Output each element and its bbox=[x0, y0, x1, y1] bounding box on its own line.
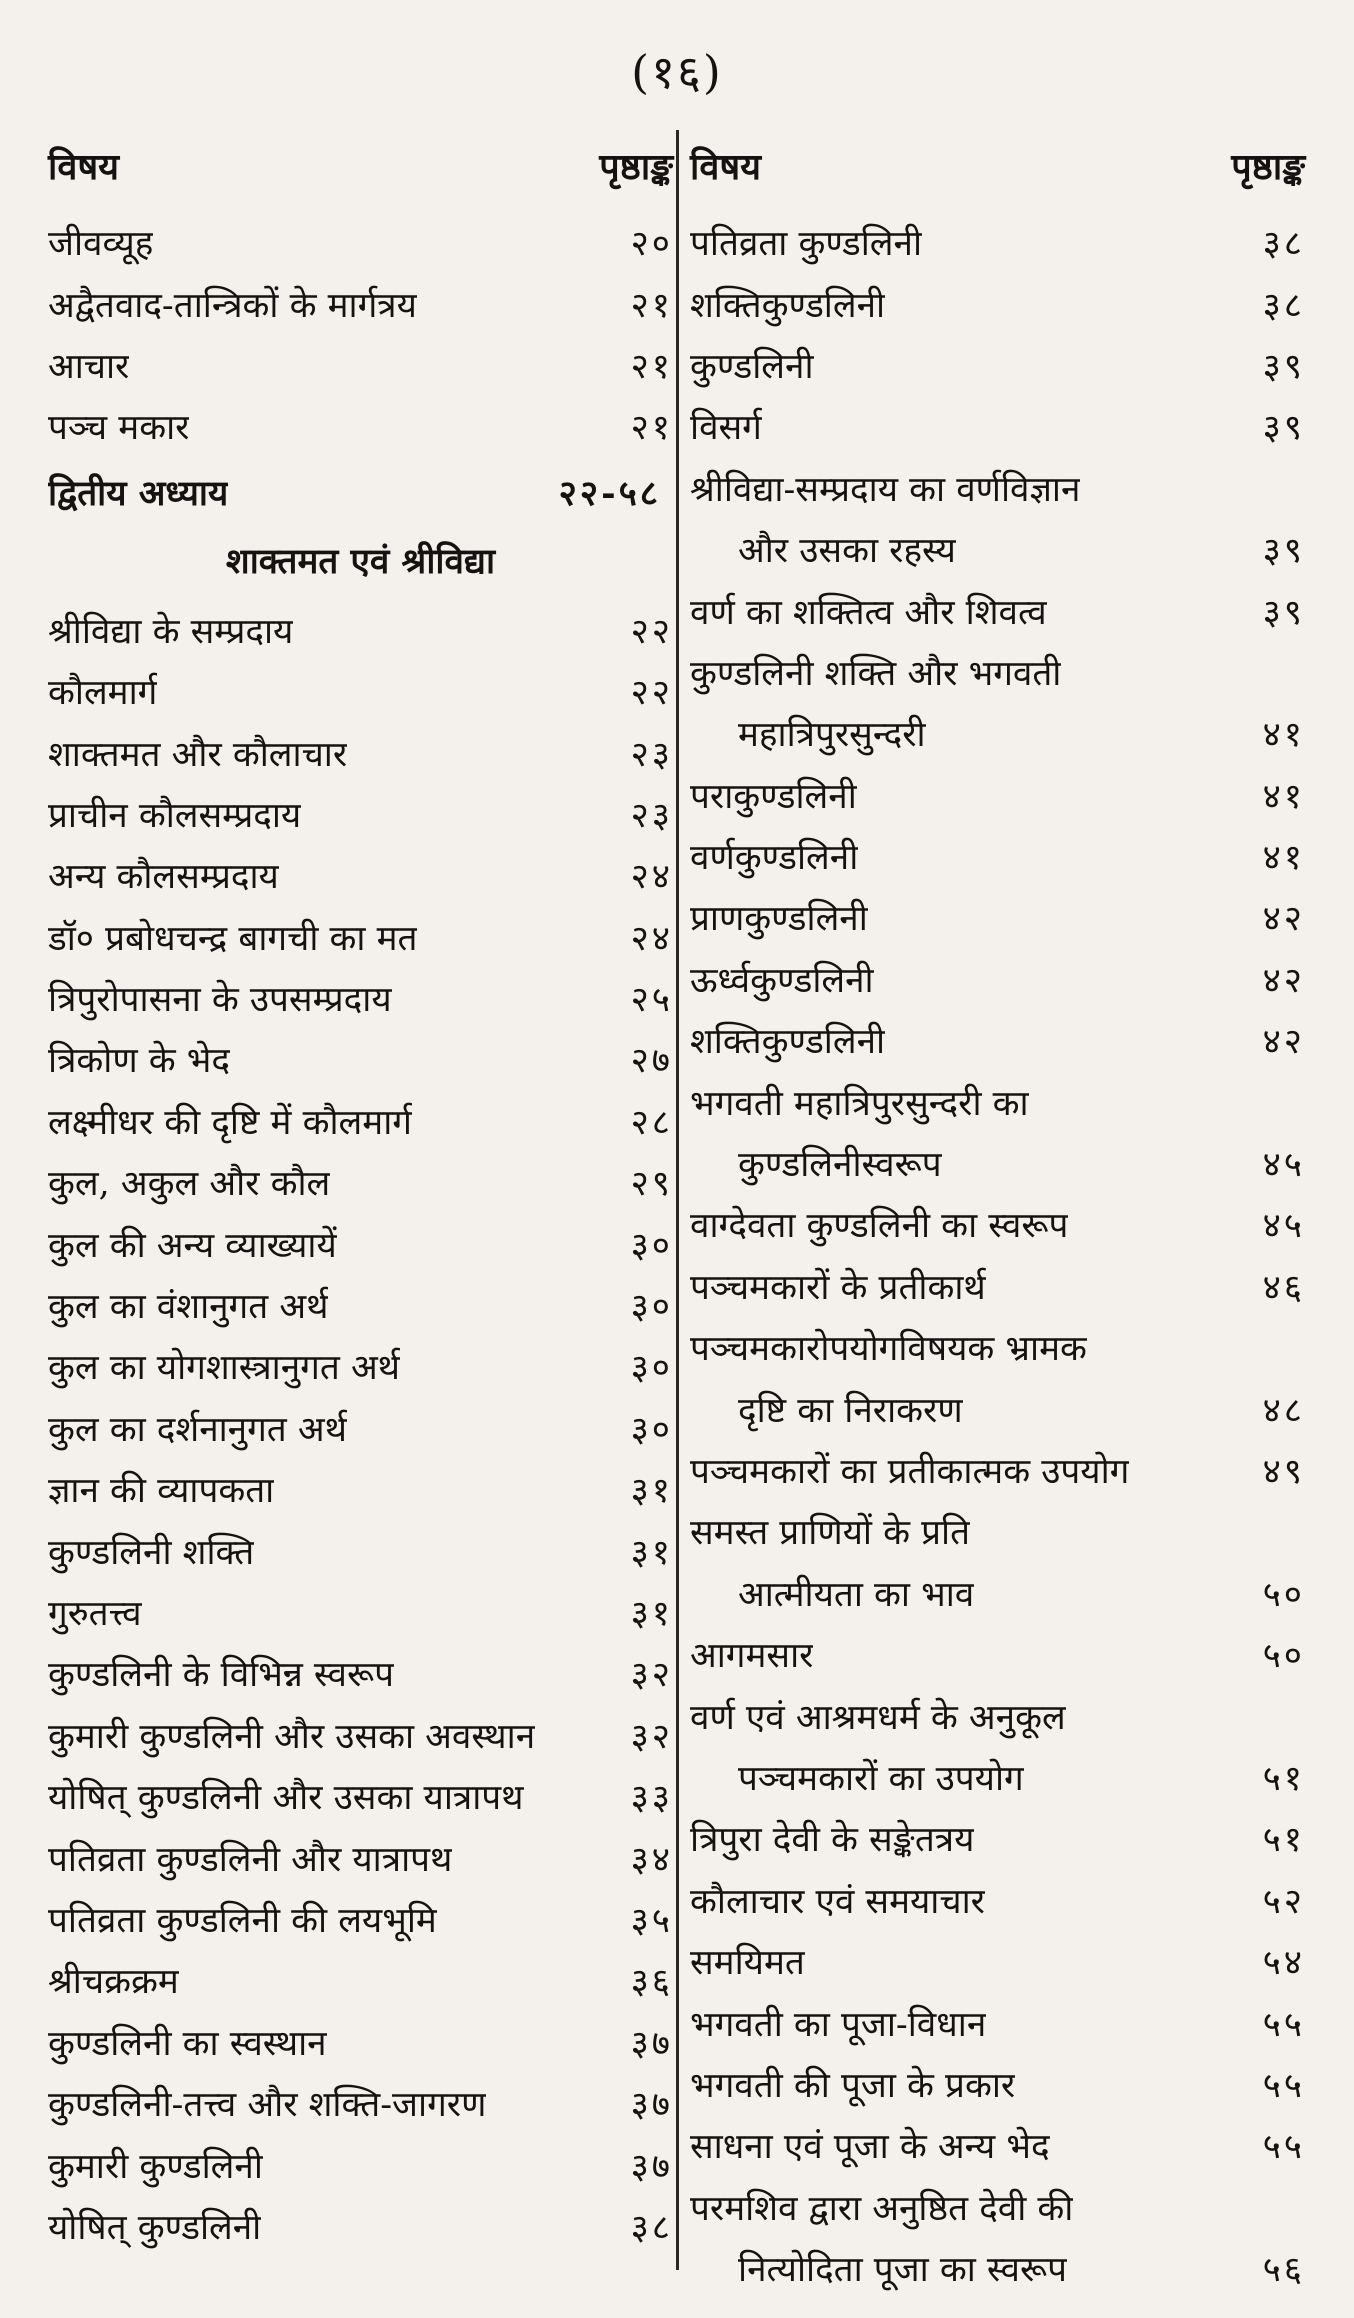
toc-entry bbox=[48, 1582, 673, 1643]
toc-entry-page: ४१ bbox=[1262, 715, 1305, 756]
toc-entry-title: श्रीविद्या-सम्प्रदाय का वर्णविज्ञान bbox=[690, 469, 1081, 510]
toc-entry bbox=[690, 2238, 1305, 2299]
chapter-subtitle-text: शाक्तमत एवं श्रीविद्या bbox=[225, 541, 496, 583]
chapter-title: द्वितीय अध्याय bbox=[48, 473, 229, 515]
toc-entry-page: ३७ bbox=[630, 2023, 673, 2064]
toc-entry bbox=[48, 1029, 673, 1090]
toc-entry-page: ३८ bbox=[630, 2207, 673, 2248]
toc-entry-title: प्राचीन कौलसम्प्रदाय bbox=[48, 795, 302, 836]
toc-entry-title: कुण्डलिनीस्वरूप bbox=[738, 1145, 942, 1186]
toc-entry bbox=[690, 1378, 1305, 1439]
toc-entry-title: कुल की अन्य व्याख्यायें bbox=[48, 1225, 337, 1266]
toc-entry bbox=[690, 765, 1305, 826]
toc-entry bbox=[690, 1317, 1305, 1378]
toc-entry-title: कुण्डलिनी-तत्त्व और शक्ति-जागरण bbox=[48, 2085, 487, 2126]
toc-entry-title: कुल का दर्शनानुगत अर्थ bbox=[48, 1409, 347, 1450]
toc-entry-page: ३९ bbox=[1262, 531, 1305, 572]
right-entries bbox=[690, 212, 1305, 2299]
toc-entry bbox=[690, 1624, 1305, 1685]
toc-entry-page: ३१ bbox=[630, 1471, 673, 1512]
toc-entry bbox=[48, 845, 673, 906]
right-header-topic: विषय bbox=[690, 146, 762, 188]
toc-entry-page: ३० bbox=[630, 1348, 673, 1389]
toc-entry-title: आत्मीयता का भाव bbox=[738, 1574, 975, 1615]
toc-entry-title: योषित् कुण्डलिनी और उसका यात्रापथ bbox=[48, 1778, 524, 1819]
toc-entry-title: डॉ० प्रबोधचन्द्र बागची का मत bbox=[48, 918, 418, 959]
chapter-heading bbox=[48, 458, 673, 528]
toc-entry bbox=[690, 703, 1305, 764]
toc-entry bbox=[48, 600, 673, 661]
left-entries-group-a bbox=[48, 212, 673, 458]
toc-entry-page: २४ bbox=[630, 857, 673, 898]
toc-entry-page: ५१ bbox=[1262, 1820, 1305, 1861]
toc-entry-title: वर्ण एवं आश्रमधर्म के अनुकूल bbox=[690, 1697, 1066, 1738]
toc-entry-page: ३२ bbox=[630, 1716, 673, 1757]
toc-entry-page: २० bbox=[630, 224, 673, 265]
toc-entry-page: ५५ bbox=[1262, 2065, 1305, 2106]
toc-entry bbox=[690, 642, 1305, 703]
toc-entry-page: ३७ bbox=[630, 2085, 673, 2126]
toc-entry-title: कुमारी कुण्डलिनी bbox=[48, 2146, 263, 2187]
toc-entry bbox=[690, 1440, 1305, 1501]
toc-entry bbox=[48, 1705, 673, 1766]
toc-entry-title: कुल, अकुल और कौल bbox=[48, 1164, 331, 1205]
toc-entry-title: पतिव्रता कुण्डलिनी bbox=[690, 224, 923, 265]
right-column bbox=[690, 130, 1305, 2299]
toc-entry bbox=[690, 887, 1305, 948]
toc-entry-title: आचार bbox=[48, 346, 130, 387]
toc-entry bbox=[690, 1870, 1305, 1931]
toc-entry-page: ३० bbox=[630, 1409, 673, 1450]
page-number: (१६) bbox=[631, 45, 723, 99]
left-header-topic: विषय bbox=[48, 146, 120, 188]
toc-entry-title: कुण्डलिनी शक्ति और भगवती bbox=[690, 653, 1062, 694]
toc-entry bbox=[48, 335, 673, 396]
toc-entry-page: ३१ bbox=[630, 1532, 673, 1573]
toc-entry-page: २२ bbox=[630, 673, 673, 714]
toc-entry-page: ४१ bbox=[1262, 838, 1305, 879]
left-entries-group-b bbox=[48, 600, 673, 2258]
toc-entry-title: कुण्डलिनी bbox=[690, 346, 814, 387]
toc-entry-title: शक्तिकुण्डलिनी bbox=[690, 285, 886, 326]
toc-entry bbox=[690, 1992, 1305, 2053]
toc-entry-page: २१ bbox=[630, 285, 673, 326]
toc-entry-page: ३८ bbox=[1262, 224, 1305, 265]
toc-entry-title: लक्ष्मीधर की दृष्टि में कौलमार्ग bbox=[48, 1102, 412, 1143]
toc-entry-page: ५२ bbox=[1262, 1881, 1305, 1922]
toc-entry-page: ५६ bbox=[1262, 2250, 1305, 2291]
toc-entry bbox=[690, 1010, 1305, 1071]
toc-entry-title: शक्तिकुण्डलिनी bbox=[690, 1022, 886, 1063]
toc-entry-title: कौलमार्ग bbox=[48, 673, 158, 714]
toc-entry bbox=[48, 2073, 673, 2134]
toc-entry-page: ५४ bbox=[1262, 1943, 1305, 1984]
toc-entry bbox=[690, 1747, 1305, 1808]
toc-entry-title: महात्रिपुरसुन्दरी bbox=[738, 715, 926, 756]
toc-entry-title: जीवव्यूह bbox=[48, 224, 154, 265]
toc-entry-title: समयिमत bbox=[690, 1943, 805, 1984]
toc-entry bbox=[690, 1501, 1305, 1562]
toc-entry-title: अन्य कौलसम्प्रदाय bbox=[48, 857, 279, 898]
chapter-page-range: २२-५८ bbox=[558, 473, 661, 515]
toc-entry bbox=[48, 661, 673, 722]
toc-entry-title: विसर्ग bbox=[690, 408, 762, 449]
left-column bbox=[48, 130, 673, 2257]
toc-entry bbox=[48, 1398, 673, 1459]
toc-entry-title: प्राणकुण्डलिनी bbox=[690, 899, 868, 940]
toc-entry-page: २३ bbox=[630, 795, 673, 836]
toc-entry-page: ५० bbox=[1262, 1574, 1305, 1615]
toc-entry-page: ५१ bbox=[1262, 1758, 1305, 1799]
toc-entry-page: २८ bbox=[630, 1102, 673, 1143]
toc-entry-title: त्रिकोण के भेद bbox=[48, 1041, 230, 1082]
toc-entry-page: ३० bbox=[630, 1225, 673, 1266]
toc-entry bbox=[690, 396, 1305, 457]
toc-entry bbox=[690, 1808, 1305, 1869]
toc-entry-title: शाक्तमत और कौलाचार bbox=[48, 734, 348, 775]
toc-entry bbox=[690, 580, 1305, 641]
left-header-page: पृष्ठाङ्क bbox=[599, 146, 673, 188]
toc-entry-title: परमशिव द्वारा अनुष्ठित देवी की bbox=[690, 2188, 1074, 2229]
toc-entry-title: पतिव्रता कुण्डलिनी और यात्रापथ bbox=[48, 1839, 453, 1880]
toc-entry-page: २१ bbox=[630, 346, 673, 387]
toc-entry-page: ३७ bbox=[630, 2146, 673, 2187]
toc-entry-page: ४१ bbox=[1262, 776, 1305, 817]
toc-entry-title: पञ्च मकार bbox=[48, 408, 190, 449]
toc-entry bbox=[690, 1071, 1305, 1132]
toc-entry-title: आगमसार bbox=[690, 1636, 814, 1677]
toc-entry-page: ३६ bbox=[630, 1962, 673, 2003]
toc-entry bbox=[48, 722, 673, 783]
toc-entry bbox=[690, 1256, 1305, 1317]
toc-entry-page: ३९ bbox=[1262, 592, 1305, 633]
toc-entry-title: भगवती की पूजा के प्रकार bbox=[690, 2065, 1016, 2106]
toc-entry-page: २१ bbox=[630, 408, 673, 449]
toc-entry bbox=[690, 458, 1305, 519]
toc-entry bbox=[48, 1091, 673, 1152]
toc-entry bbox=[690, 212, 1305, 273]
toc-entry bbox=[48, 2196, 673, 2257]
toc-entry-title: कुण्डलिनी शक्ति bbox=[48, 1532, 255, 1573]
toc-entry-page: २९ bbox=[630, 1164, 673, 1205]
right-header-page: पृष्ठाङ्क bbox=[1231, 146, 1305, 188]
toc-entry-title: साधना एवं पूजा के अन्य भेद bbox=[690, 2127, 1050, 2168]
toc-entry-title: गुरुतत्त्व bbox=[48, 1594, 142, 1634]
toc-entry bbox=[48, 273, 673, 334]
toc-entry-page: ३८ bbox=[1262, 285, 1305, 326]
toc-entry-title: और उसका रहस्य bbox=[738, 531, 956, 572]
toc-entry-page: ३९ bbox=[1262, 346, 1305, 387]
toc-entry-title: कुमारी कुण्डलिनी और उसका अवस्थान bbox=[48, 1716, 536, 1757]
toc-entry-title: पतिव्रता कुण्डलिनी की लयभूमि bbox=[48, 1900, 437, 1941]
toc-entry-title: श्रीविद्या के सम्प्रदाय bbox=[48, 611, 294, 652]
toc-entry-page: ५० bbox=[1262, 1636, 1305, 1677]
toc-entry-title: त्रिपुरोपासना के उपसम्प्रदाय bbox=[48, 980, 392, 1021]
toc-entry-page: ४८ bbox=[1262, 1390, 1305, 1431]
toc-entry-page: २७ bbox=[630, 1041, 673, 1082]
toc-entry-title: नित्योदिता पूजा का स्वरूप bbox=[738, 2250, 1068, 2291]
toc-entry-page: ४५ bbox=[1262, 1145, 1305, 1186]
toc-entry bbox=[48, 907, 673, 968]
column-divider bbox=[676, 130, 679, 2270]
toc-entry bbox=[48, 784, 673, 845]
toc-entry-title: समस्त प्राणियों के प्रति bbox=[690, 1513, 971, 1554]
toc-entry-page: ३४ bbox=[630, 1839, 673, 1880]
right-header bbox=[690, 130, 1305, 190]
toc-entry-title: दृष्टि का निराकरण bbox=[738, 1390, 963, 1431]
toc-entry-page: ३९ bbox=[1262, 408, 1305, 449]
toc-entry-page: ३० bbox=[630, 1287, 673, 1328]
toc-entry bbox=[690, 273, 1305, 334]
toc-entry-page: ४२ bbox=[1262, 960, 1305, 1001]
toc-entry-page: २४ bbox=[630, 918, 673, 959]
toc-entry-title: पञ्चमकारों का प्रतीकात्मक उपयोग bbox=[690, 1452, 1130, 1492]
toc-entry-title: कुल का वंशानुगत अर्थ bbox=[48, 1287, 329, 1328]
toc-entry-page: ३५ bbox=[630, 1900, 673, 1941]
toc-entry bbox=[48, 1213, 673, 1274]
toc-entry-page: ४२ bbox=[1262, 899, 1305, 940]
toc-entry-title: पञ्चमकारों का उपयोग bbox=[738, 1758, 1024, 1799]
toc-entry bbox=[690, 1194, 1305, 1255]
toc-entry bbox=[48, 1643, 673, 1704]
toc-entry bbox=[690, 826, 1305, 887]
toc-entry-title: योषित् कुण्डलिनी bbox=[48, 2207, 262, 2248]
toc-entry-title: कुण्डलिनी का स्वस्थान bbox=[48, 2023, 327, 2064]
toc-entry-page: ३२ bbox=[630, 1655, 673, 1696]
toc-entry-title: पञ्चमकारों के प्रतीकार्थ bbox=[690, 1267, 986, 1308]
toc-entry-title: श्रीचक्रक्रम bbox=[48, 1962, 179, 2003]
toc-entry-title: कुल का योगशास्त्रानुगत अर्थ bbox=[48, 1348, 401, 1389]
toc-entry bbox=[48, 212, 673, 273]
toc-entry-page: ४२ bbox=[1262, 1022, 1305, 1063]
toc-entry-page: ३१ bbox=[630, 1594, 673, 1634]
toc-entry-page: ४५ bbox=[1262, 1206, 1305, 1247]
toc-entry bbox=[48, 2134, 673, 2195]
toc-entry bbox=[690, 2177, 1305, 2238]
chapter-subtitle bbox=[48, 528, 673, 594]
toc-entry bbox=[690, 335, 1305, 396]
toc-entry-page: ४६ bbox=[1262, 1267, 1305, 1308]
toc-entry-title: ऊर्ध्वकुण्डलिनी bbox=[690, 960, 874, 1001]
toc-entry bbox=[48, 1950, 673, 2011]
toc-entry-page: २५ bbox=[630, 980, 673, 1021]
toc-entry-title: वर्ण का शक्तित्व और शिवत्व bbox=[690, 592, 1047, 633]
toc-entry bbox=[48, 1766, 673, 1827]
toc-entry bbox=[690, 1133, 1305, 1194]
toc-entry-title: वर्णकुण्डलिनी bbox=[690, 838, 859, 879]
toc-entry-page: ४९ bbox=[1262, 1452, 1305, 1492]
toc-entry bbox=[690, 1931, 1305, 1992]
toc-entry bbox=[48, 1152, 673, 1213]
toc-entry-page: ५५ bbox=[1262, 2127, 1305, 2168]
toc-entry-title: भगवती का पूजा-विधान bbox=[690, 2004, 987, 2045]
toc-entry-page: ५५ bbox=[1262, 2004, 1305, 2045]
toc-entry bbox=[690, 1685, 1305, 1746]
toc-entry-title: कुण्डलिनी के विभिन्न स्वरूप bbox=[48, 1655, 395, 1696]
toc-entry-title: अद्वैतवाद-तान्त्रिकों के मार्गत्रय bbox=[48, 285, 417, 326]
toc-entry bbox=[48, 1459, 673, 1520]
toc-entry bbox=[48, 1889, 673, 1950]
toc-entry-title: त्रिपुरा देवी के सङ्केतत्रय bbox=[690, 1820, 975, 1861]
toc-entry-page: २३ bbox=[630, 734, 673, 775]
toc-entry-title: पञ्चमकारोपयोगविषयक भ्रामक bbox=[690, 1329, 1087, 1370]
toc-entry bbox=[48, 968, 673, 1029]
toc-entry-page: २२ bbox=[630, 611, 673, 652]
toc-entry bbox=[690, 2115, 1305, 2176]
toc-entry bbox=[48, 1520, 673, 1581]
toc-entry-title: वाग्देवता कुण्डलिनी का स्वरूप bbox=[690, 1206, 1069, 1247]
toc-entry bbox=[690, 519, 1305, 580]
toc-entry-title: कौलाचार एवं समयाचार bbox=[690, 1881, 985, 1922]
toc-entry bbox=[48, 1336, 673, 1397]
left-header bbox=[48, 130, 673, 190]
toc-entry bbox=[48, 1827, 673, 1888]
toc-entry bbox=[48, 1275, 673, 1336]
toc-entry-page: ३३ bbox=[630, 1778, 673, 1819]
toc-entry bbox=[48, 2012, 673, 2073]
toc-entry bbox=[690, 2054, 1305, 2115]
toc-entry-title: पराकुण्डलिनी bbox=[690, 776, 857, 817]
toc-entry-title: भगवती महात्रिपुरसुन्दरी का bbox=[690, 1083, 1029, 1124]
toc-entry-title: ज्ञान की व्यापकता bbox=[48, 1471, 275, 1512]
toc-entry bbox=[48, 396, 673, 457]
toc-entry bbox=[690, 1563, 1305, 1624]
toc-entry bbox=[690, 949, 1305, 1010]
